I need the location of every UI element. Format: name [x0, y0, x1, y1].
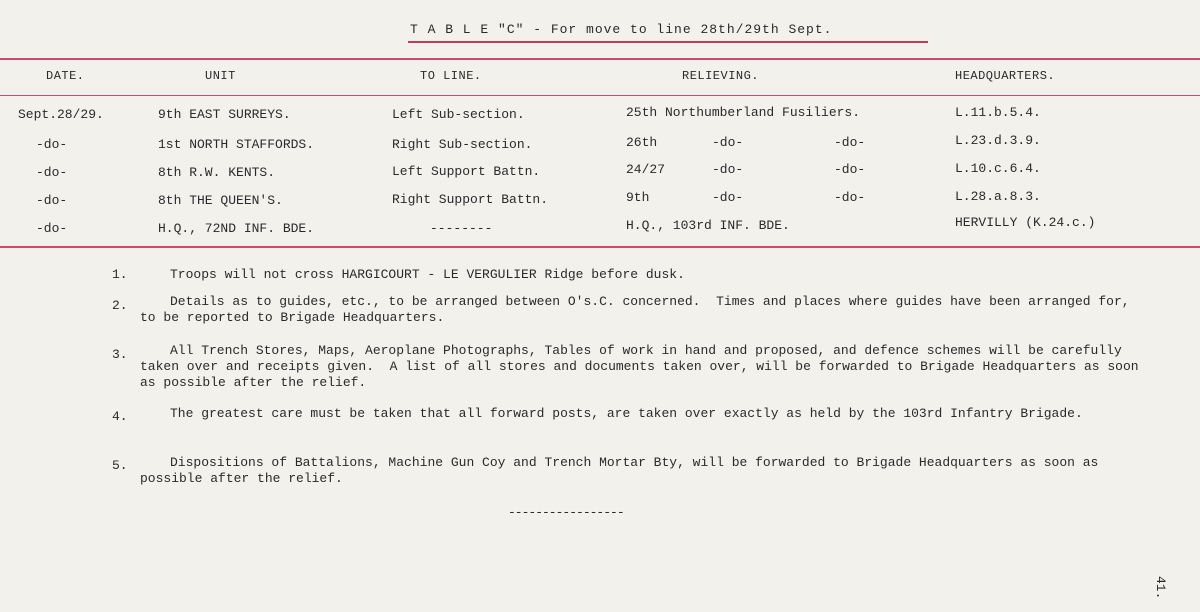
note-text: The greatest care must be taken that all forward posts, are taken over exactly as held by the 103rd Infantry Brigade.	[170, 406, 1083, 421]
cell-relieving: 25th Northumberland Fusiliers.	[626, 105, 861, 120]
note-number: 1.	[112, 267, 128, 282]
cell-relieving-ditto: -do-	[712, 190, 744, 205]
cell-relieving-ditto: -do-	[834, 162, 866, 177]
cell-to-line: Right Sub-section.	[392, 137, 533, 152]
cell-relieving: 26th	[626, 135, 658, 150]
header-date: DATE.	[46, 69, 85, 83]
note-text: Details as to guides, etc., to be arranged between O's.C. concerned. Times and places where guides have been arranged for, to be reported to Brigade Headquarters.	[140, 294, 1138, 325]
cell-relieving-ditto: -do-	[712, 135, 744, 150]
cell-unit: H.Q., 72ND INF. BDE.	[158, 221, 315, 236]
note-text: Troops will not cross HARGICOURT - LE VERGULIER Ridge before dusk.	[170, 267, 685, 282]
cell-headquarters: HERVILLY (K.24.c.)	[955, 215, 1096, 230]
cell-date: -do-	[36, 193, 68, 208]
header-unit: UNIT	[205, 69, 236, 83]
header-headquarters: HEADQUARTERS.	[955, 69, 1056, 83]
note-text: All Trench Stores, Maps, Aeroplane Photographs, Tables of work in hand and proposed, and defence schemes will be carefully taken over and receipts given. A list of all stores and documents taken over, will be forwarded to Brigade Headquarters as soon as possible after the relief.	[140, 343, 1147, 390]
cell-relieving-ditto: -do-	[834, 190, 866, 205]
cell-date: -do-	[36, 137, 68, 152]
table-bottom-rule	[0, 246, 1200, 248]
cell-relieving: H.Q., 103rd INF. BDE.	[626, 218, 790, 233]
header-relieving: RELIEVING.	[682, 69, 760, 83]
title-underline	[408, 41, 928, 43]
note-number: 4.	[112, 409, 128, 424]
table-top-rule	[0, 58, 1200, 60]
cell-unit: 8th THE QUEEN'S.	[158, 193, 283, 208]
page-title: T A B L E "C" - For move to line 28th/29th Sept.	[410, 22, 833, 37]
cell-headquarters: L.11.b.5.4.	[955, 105, 1041, 120]
cell-headquarters: L.23.d.3.9.	[955, 133, 1041, 148]
page-number: 41.	[1153, 576, 1168, 600]
cell-relieving: 9th	[626, 190, 650, 205]
note-number: 3.	[112, 347, 128, 362]
cell-to-line: Left Sub-section.	[392, 107, 525, 122]
cell-date: -do-	[36, 221, 68, 236]
note-text: Dispositions of Battalions, Machine Gun Coy and Trench Mortar Bty, will be forwarded to Brigade Headquarters as soon as possible after the relief.	[140, 455, 1107, 486]
cell-to-line: --------	[430, 221, 493, 236]
cell-headquarters: L.10.c.6.4.	[955, 161, 1041, 176]
header-to-line: TO LINE.	[420, 69, 482, 83]
cell-unit: 9th EAST SURREYS.	[158, 107, 291, 122]
note-number: 5.	[112, 458, 128, 473]
cell-relieving: 24/27	[626, 162, 666, 177]
cell-unit: 1st NORTH STAFFORDS.	[158, 137, 315, 152]
header-rule	[0, 95, 1200, 96]
cell-relieving-ditto: -do-	[834, 135, 866, 150]
cell-to-line: Right Support Battn.	[392, 192, 549, 207]
cell-date: Sept.28/29.	[18, 107, 104, 122]
cell-date: -do-	[36, 165, 68, 180]
cell-unit: 8th R.W. KENTS.	[158, 165, 276, 180]
closing-rule: -----------------	[508, 505, 624, 520]
cell-relieving-ditto: -do-	[712, 162, 744, 177]
note-number: 2.	[112, 298, 128, 313]
cell-headquarters: L.28.a.8.3.	[955, 189, 1041, 204]
cell-to-line: Left Support Battn.	[392, 164, 541, 179]
